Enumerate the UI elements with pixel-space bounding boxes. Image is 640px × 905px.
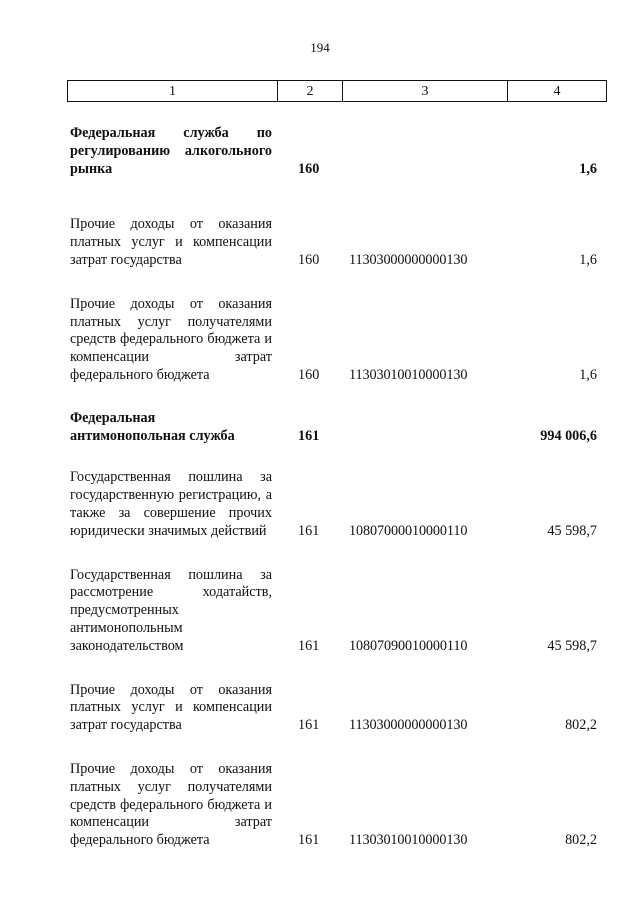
row-admin-code: 160 [298,160,320,177]
row-budget-code: 10807090010000110 [349,637,468,654]
row-admin-code: 161 [298,637,320,654]
row-budget-code: 11303000000000130 [349,251,468,268]
row-description: Прочие доходы от оказания платных услуг получателями средств федерального бюджета и компенсации затрат федерального бюджета [70,760,272,849]
row-amount: 1,6 [579,366,597,383]
row-description: Федеральная служба по регулированию алкогольного рынка [70,125,272,177]
table-row [70,296,610,385]
row-amount: 994 006,6 [540,427,597,444]
column-header-3: 3 [343,81,508,101]
row-amount: 802,2 [565,832,597,849]
row-amount: 45 598,7 [547,522,597,539]
table-row [70,410,610,446]
budget-table [70,125,610,876]
table-row [70,761,610,850]
row-amount: 45 598,7 [547,637,597,654]
row-admin-code: 160 [298,366,320,383]
row-description: Государственная пошлина за государственную регистрацию, а также за совершение прочих юридически значимых действий [70,469,272,539]
table-row [70,216,610,269]
table-column-header [67,80,607,102]
row-admin-code: 161 [298,427,320,444]
row-budget-code: 10807000010000110 [349,522,468,539]
row-description: Государственная пошлина за рассмотрение ходатайств, предусмотренных антимонопольным законодательством [70,566,272,654]
table-row [70,469,610,540]
row-amount: 802,2 [565,717,597,734]
row-budget-code: 11303010010000130 [349,366,468,383]
row-description: Прочие доходы от оказания платных услуг получателями средств федерального бюджета и компенсации затрат федерального бюджета [70,295,272,383]
table-row [70,125,610,178]
row-amount: 1,6 [579,251,597,268]
column-header-2: 2 [278,81,343,101]
row-description: Прочие доходы от оказания платных услуг и компенсации затрат государства [70,216,272,268]
row-description: Прочие доходы от оказания платных услуг и компенсации затрат государства [70,681,272,734]
table-row [70,567,610,656]
column-header-1: 1 [68,81,278,101]
row-budget-code: 11303010010000130 [349,832,468,849]
row-admin-code: 161 [298,832,320,849]
row-amount: 1,6 [579,160,597,177]
column-header-4: 4 [553,84,561,99]
row-description: Федеральная антимонопольная служба [70,409,235,444]
row-admin-code: 161 [298,522,320,539]
row-budget-code: 11303000000000130 [349,717,468,734]
page-number: 194 [310,40,330,55]
row-admin-code: 161 [298,717,320,734]
table-row [70,682,610,735]
row-admin-code: 160 [298,251,320,268]
